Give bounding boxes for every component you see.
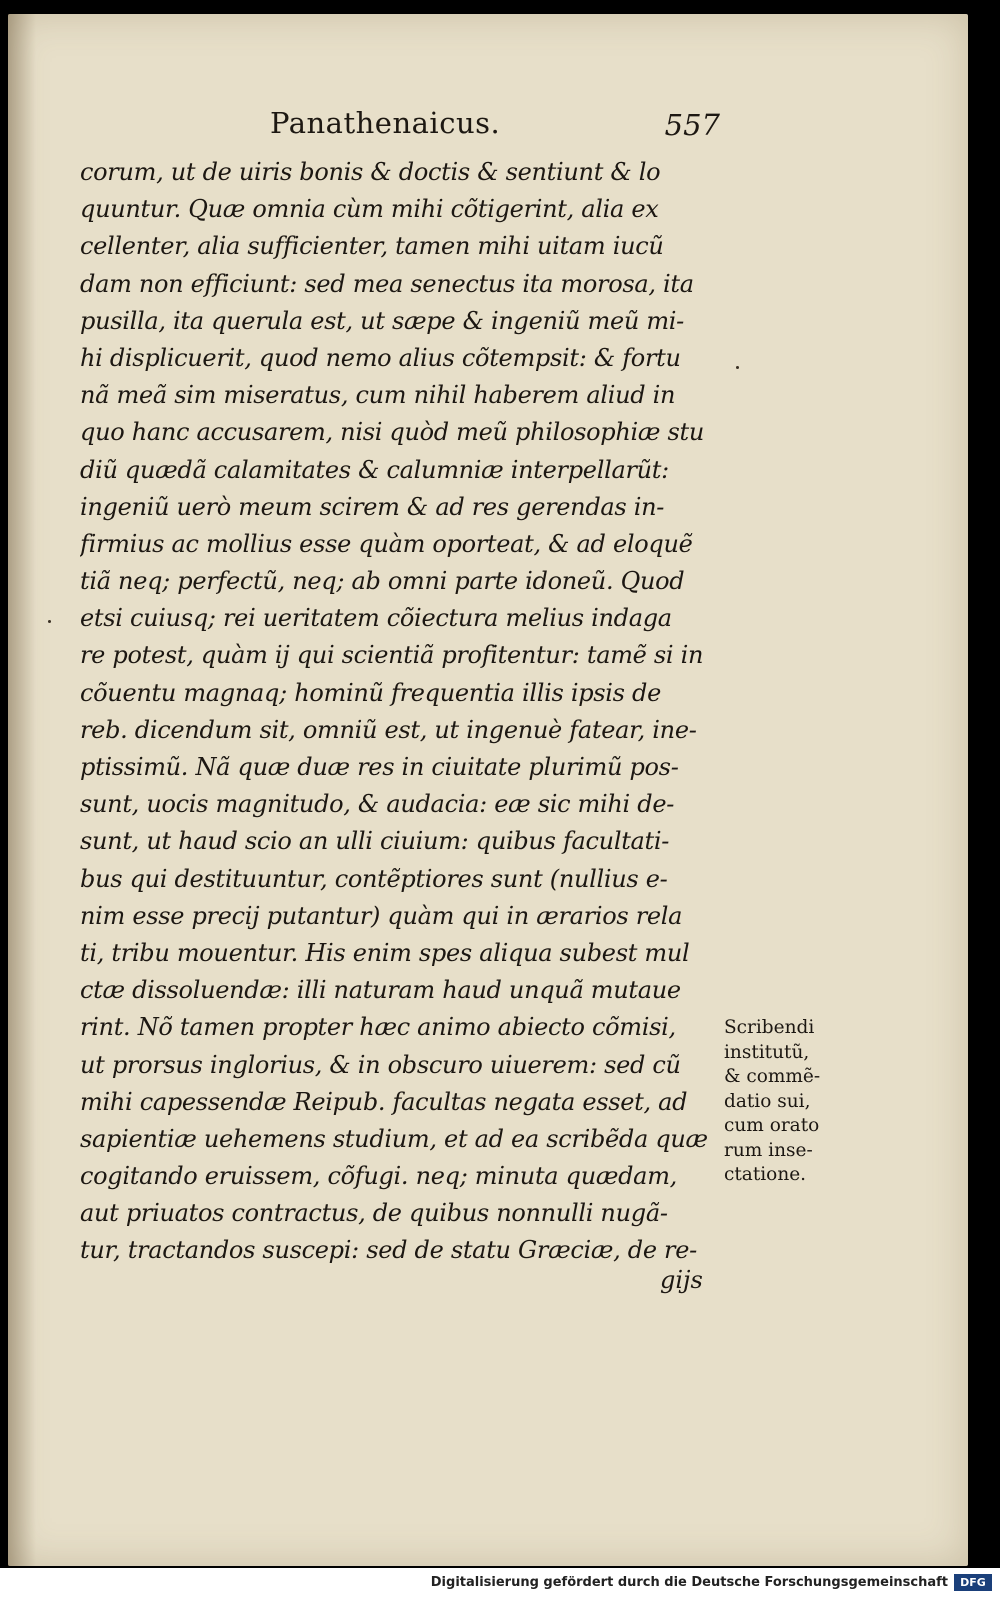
text-line: nim esse precij putantur) quàm qui in ærarios rela — [80, 901, 683, 930]
text-line: aut priuatos contractus, de quibus nonnulli nugã- — [80, 1199, 668, 1228]
dfg-logo: DFG — [954, 1574, 992, 1591]
margin-note-line: rum inse- — [724, 1139, 813, 1161]
text-line: sunt, ut haud scio an ulli ciuium: quibus facultati- — [80, 827, 670, 856]
text-line: ptissimũ. Nã quæ duæ res in ciuitate plurimũ pos- — [80, 753, 679, 781]
text-line: cogitando eruissem, cõfugi. neq; minuta quædam, — [80, 1162, 677, 1191]
text-line: quuntur. Quæ omnia cùm mihi cõtigerint, alia ex — [80, 195, 659, 224]
text-line: ctæ dissoluendæ: illi naturam haud unquã mutaue — [80, 976, 681, 1005]
text-line: mihi capessendæ Reipub. facultas negata esset, ad — [80, 1087, 688, 1116]
text-line: corum, ut de uiris bonis & doctis & sentiunt & lo — [80, 158, 661, 186]
text-line: quo hanc accusarem, nisi quòd meũ philosophiæ stu — [80, 418, 705, 447]
footer-credit: Digitalisierung gefördert durch die Deutsche Forschungsgemeinschaft — [430, 1575, 948, 1590]
page-number: 557 — [664, 108, 720, 142]
text-line: reb. dicendum sit, omniũ est, ut ingenuè fatear, ine- — [80, 715, 697, 744]
text-line: dam non efficiunt: sed mea senectus ita morosa, ita — [80, 269, 694, 298]
running-head — [270, 106, 720, 156]
text-line: re potest, quàm ij qui scientiã profitentur: tamẽ si in — [80, 641, 704, 670]
text-line: sapientiæ uehemens studium, et ad ea scribẽda quæ — [80, 1124, 708, 1153]
text-line: ingeniũ uerò meum scirem & ad res gerendas in- — [80, 492, 665, 521]
text-line: etsi cuiusq; rei ueritatem cõiectura melius indaga — [80, 604, 672, 633]
text-line: ti, tribu mouentur. His enim spes aliqua subest mul — [80, 938, 690, 967]
body-text — [80, 154, 720, 1270]
text-line: diũ quædã calamitates & calumniæ interpellarũt: — [80, 455, 669, 484]
page-gutter-shadow — [8, 14, 36, 1566]
text-line: firmius ac mollius esse quàm oporteat, & ad eloquẽ — [80, 529, 693, 558]
footer-bar — [0, 1568, 1000, 1598]
text-line: tur, tractandos suscepi: sed de statu Græciæ, de re- — [80, 1236, 697, 1265]
catchword: gijs — [660, 1266, 703, 1294]
running-head-title: Panathenaicus. — [270, 106, 501, 140]
text-line: cõuentu magnaq; hominũ frequentia illis ipsis de — [80, 678, 661, 707]
margin-note-line: cum orato — [724, 1115, 820, 1136]
margin-note-line: & commẽ- — [724, 1066, 821, 1087]
ink-speck — [48, 620, 51, 623]
book-page — [8, 14, 968, 1566]
text-line: cellenter, alia sufficienter, tamen mihi uitam iucũ — [80, 232, 664, 261]
margin-note-line: datio sui, — [724, 1090, 811, 1112]
text-line: ut prorsus inglorius, & in obscuro uiuerem: sed cũ — [80, 1050, 681, 1079]
margin-note-line: ctatione. — [724, 1164, 807, 1185]
text-line: bus qui destituuntur, contẽptiores sunt (nullius e- — [80, 864, 668, 893]
margin-note-line: institutũ, — [724, 1041, 810, 1063]
text-line: nã meã sim miseratus, cum nihil haberem aliud in — [80, 381, 676, 410]
text-line: tiã neq; perfectũ, neq; ab omni parte idoneũ. Quod — [80, 567, 685, 596]
ink-speck — [736, 366, 739, 369]
margin-note-line: Scribendi — [724, 1017, 815, 1038]
margin-note — [724, 1016, 844, 1188]
text-line: hi displicuerit, quod nemo alius cõtempsit: & fortu — [80, 343, 681, 372]
text-line: pusilla, ita querula est, ut sæpe & ingeniũ meũ mi- — [80, 306, 684, 335]
text-line: sunt, uocis magnitudo, & audacia: eæ sic mihi de- — [80, 790, 675, 819]
text-line: rint. Nõ tamen propter hæc animo abiecto cõmisi, — [80, 1013, 676, 1042]
